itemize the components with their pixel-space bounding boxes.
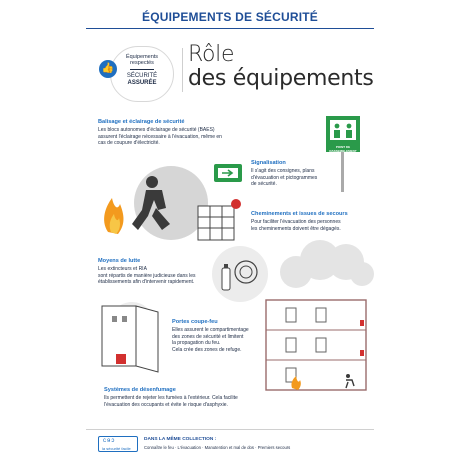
signalisation-title: Signalisation xyxy=(251,160,286,166)
desenfumage-line: l'évacuation des occupants et évite le risque d'asphyxie. xyxy=(104,401,228,408)
assembly-sign-label: POINT DE RASSEMBLEMENT xyxy=(329,145,357,153)
footer-divider xyxy=(86,429,374,430)
cheminements-body xyxy=(251,219,341,232)
desenfumage-title: Systèmes de désenfumage xyxy=(104,387,176,393)
poster xyxy=(86,4,374,456)
moyens-line: établissements afin d'intervenir rapidement. xyxy=(98,279,195,286)
cheminements-title: Cheminements et issues de secours xyxy=(251,211,348,217)
thumbs-up-icon: 👍 xyxy=(99,60,117,78)
badge-line-3: SÉCURITÉ xyxy=(126,73,158,79)
portes-line: Elles assurent le compartimentage xyxy=(172,327,249,333)
signalisation-line: de sécurité. xyxy=(251,181,277,188)
escape-illustration xyxy=(96,154,246,246)
badge-divider xyxy=(130,69,154,70)
badge-line-4: ASSURÉE xyxy=(127,80,157,86)
heading-line-2: des équipements xyxy=(188,66,374,91)
signalisation-body xyxy=(251,168,317,188)
heading-bar xyxy=(182,48,183,92)
desenfumage-line: Ils permettent de rejeter les fumées à l'extérieur. Cela facilite xyxy=(104,395,238,401)
cheminements-line: Pour faciliter l'évacuation des personnes xyxy=(251,219,341,225)
fire-door-icon xyxy=(98,298,170,376)
moyens-line: Les extincteurs et RIA xyxy=(98,266,147,272)
title-divider xyxy=(86,28,374,29)
moyens-line: sont répartis de manière judicieuse dans les xyxy=(98,272,196,279)
signalisation-line: d'évacuation et pictogrammes xyxy=(251,174,318,181)
moyens-body xyxy=(98,266,196,286)
balisage-line: Les blocs autonomes d'éclairage de sécurité (BAES) xyxy=(98,127,215,133)
balisage-body xyxy=(98,127,222,147)
moyens-title: Moyens de lutte xyxy=(98,258,141,264)
assembly-point-sign xyxy=(322,114,364,194)
brand-logo xyxy=(98,436,138,452)
building-illustration xyxy=(262,298,372,394)
portes-body xyxy=(172,327,249,353)
balisage-title: Balisage et éclairage de sécurité xyxy=(98,119,185,125)
portes-line: Cela crée des zones de refuge. xyxy=(172,346,242,353)
logo-mark-icon: cɘɔ xyxy=(103,438,116,444)
portes-title: Portes coupe-feu xyxy=(172,319,218,325)
logo-text: la sécurité facile xyxy=(102,446,131,451)
balisage-line: assurent l'éclairage nécessaire à l'évacuation, même en xyxy=(98,133,222,140)
badge-line-1: Équipements xyxy=(125,54,159,60)
page-title: ÉQUIPEMENTS DE SÉCURITÉ xyxy=(142,10,318,24)
safety-badge xyxy=(110,46,174,102)
desenfumage-body xyxy=(104,395,238,408)
smoke-cloud xyxy=(276,232,374,292)
portes-line: des zones de sécurité et limitent xyxy=(172,333,244,340)
portes-line: la propagation du feu. xyxy=(172,340,221,347)
cheminements-line: les cheminements doivent être dégagés. xyxy=(251,225,341,232)
heading-line-1: Rôle xyxy=(188,42,235,67)
balisage-line: cas de coupure d'électricité. xyxy=(98,140,160,147)
fire-hose-icon xyxy=(216,254,266,296)
signalisation-line: Il s'agit des consignes, plans xyxy=(251,168,315,174)
collection-title: DANS LA MÊME COLLECTION : xyxy=(144,437,217,442)
collection-items: Connaître le feu · L'évacuation · Manutention et mal de dos · Premiers secours xyxy=(144,445,291,450)
badge-line-2: respectés xyxy=(130,60,154,66)
